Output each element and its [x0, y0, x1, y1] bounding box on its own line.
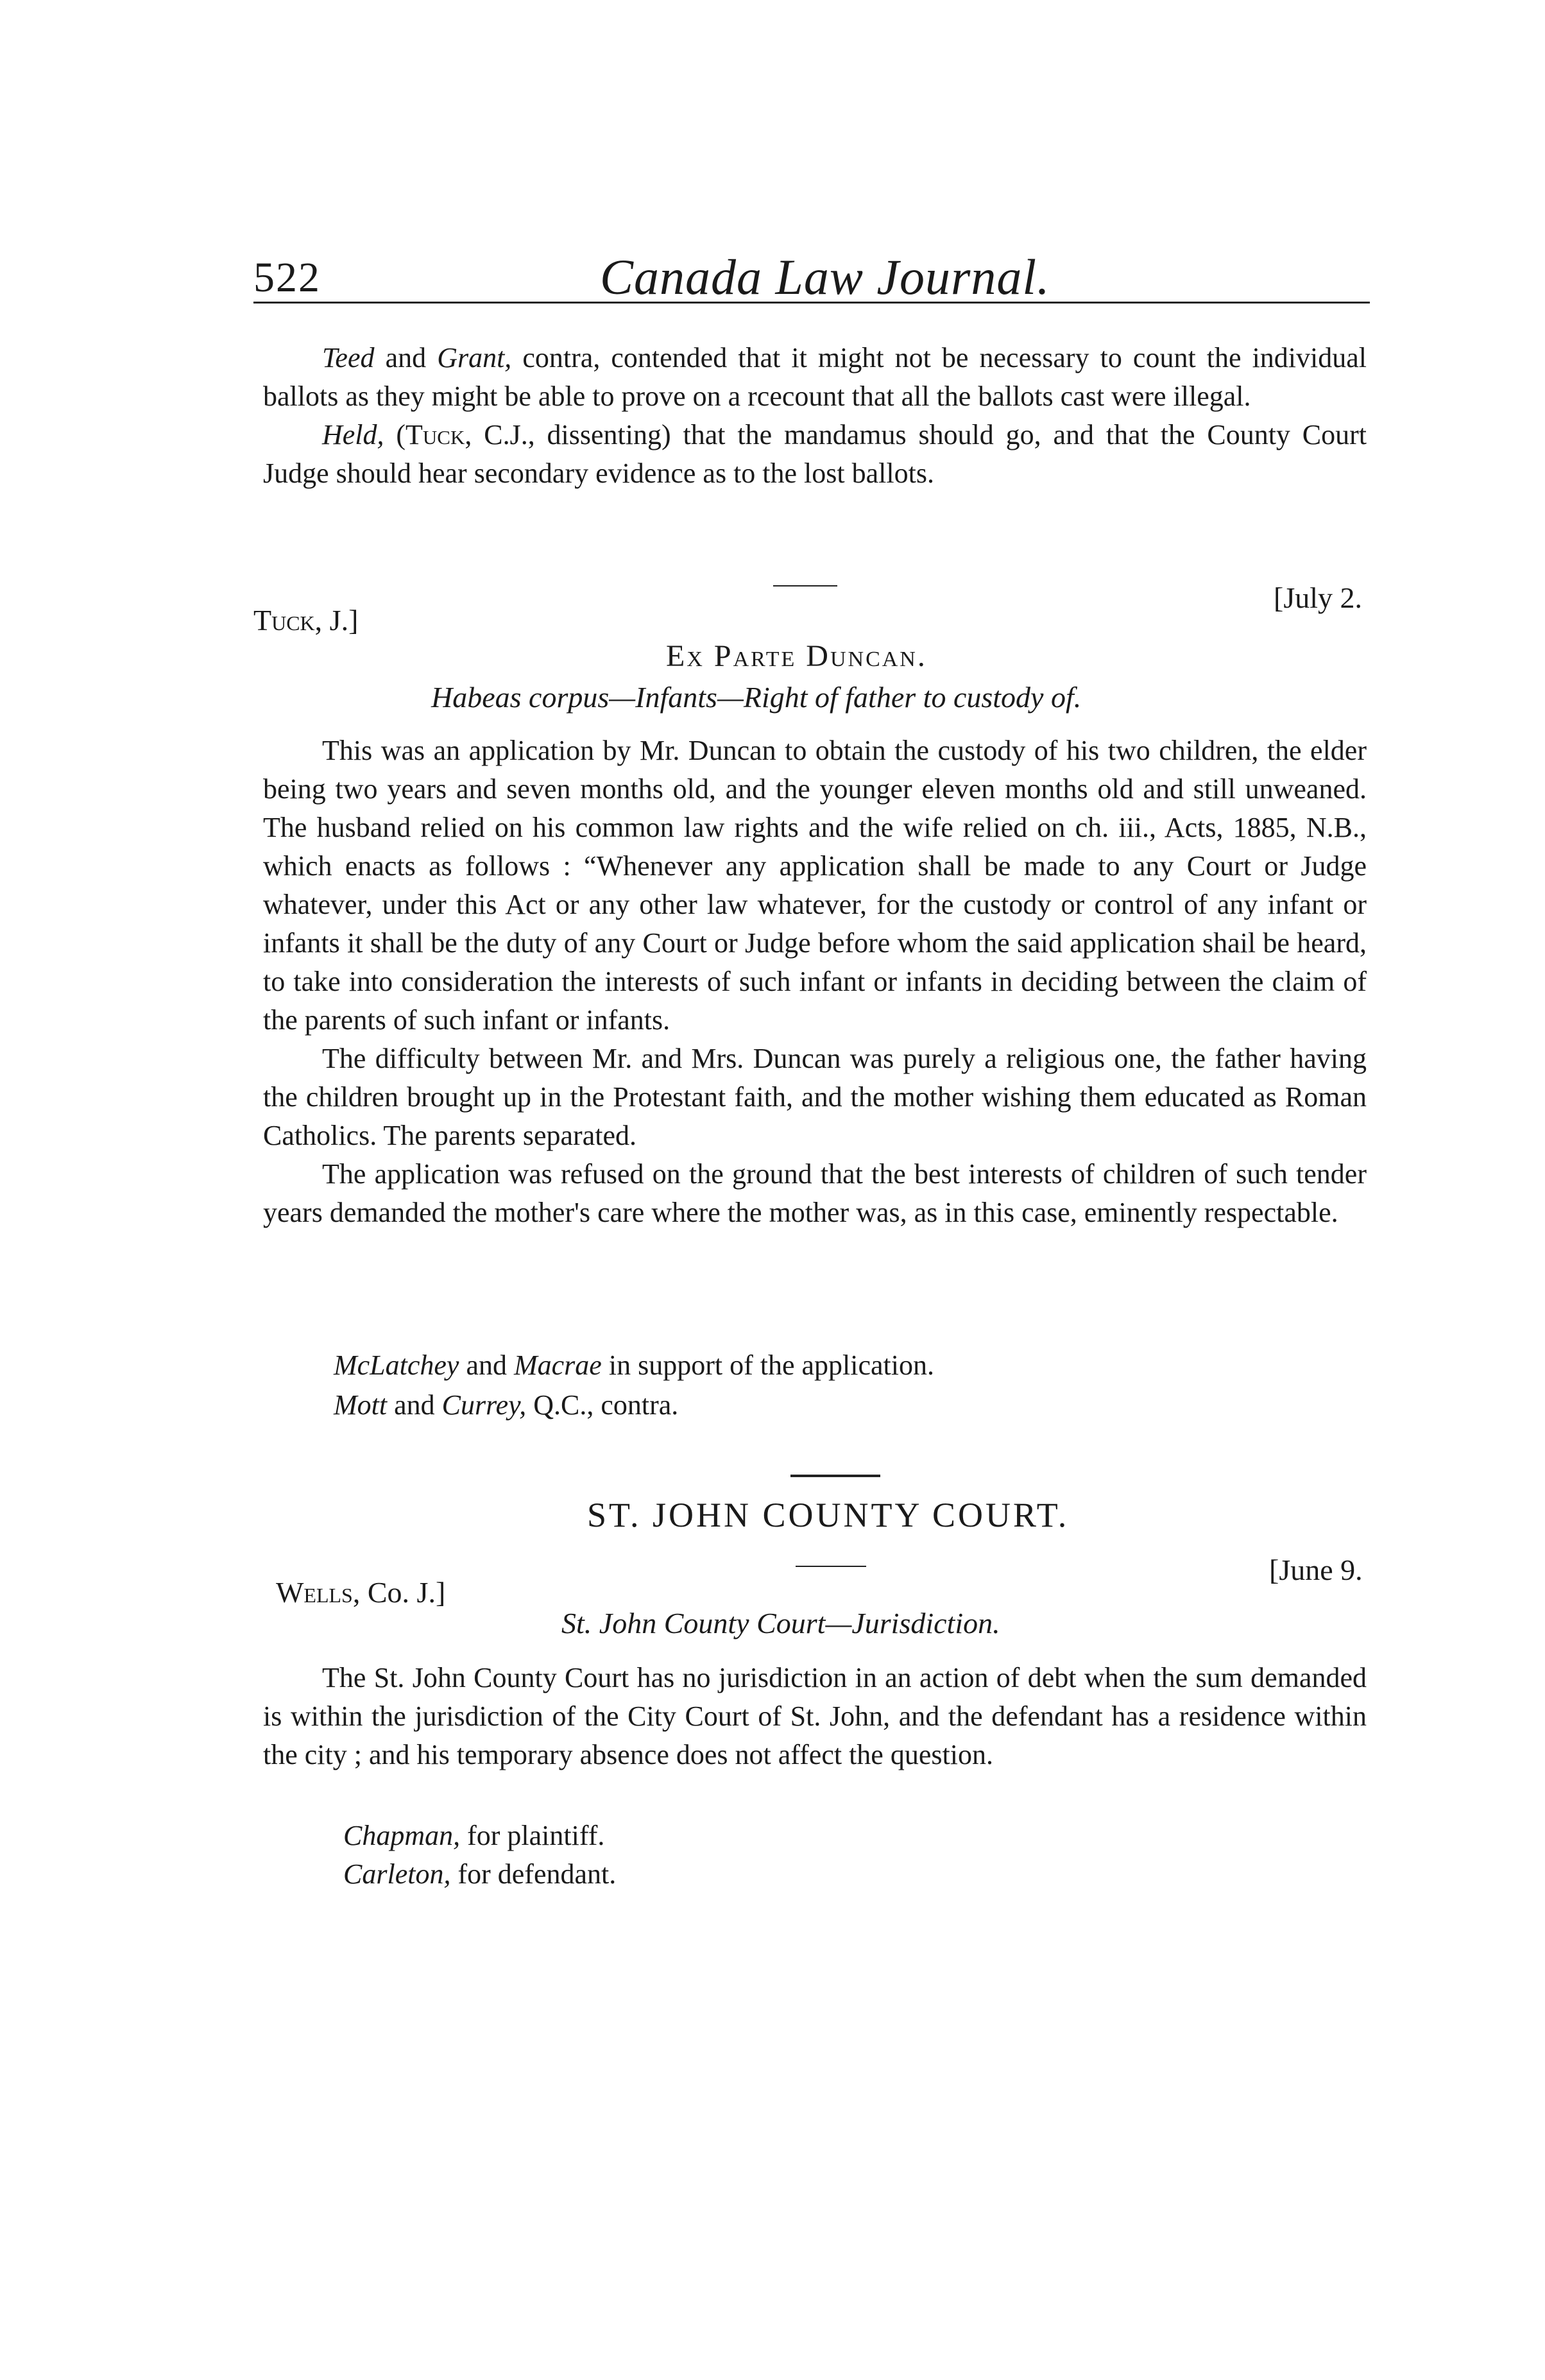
- running-header: [253, 249, 1370, 305]
- section-divider: [796, 1566, 866, 1567]
- section-divider: [790, 1475, 880, 1477]
- case-title: Ex Parte Duncan.: [666, 639, 927, 673]
- judge-name: Tuck, J.]: [253, 604, 359, 637]
- journal-title: Canada Law Journal.: [600, 249, 1050, 305]
- decision-date: [July 2.: [1274, 581, 1362, 614]
- case-text: [263, 732, 1367, 1232]
- page-number: 522: [253, 254, 321, 301]
- case-text: [263, 1659, 1367, 1774]
- counsel-line: McLatchey and Macrae in support of the application.: [334, 1349, 934, 1381]
- held-paragraph: Held, (Tuck, C.J., dissenting) that the mandamus should go, and that the County Court Judge should hear secondary evidence as to the lost ballots.: [263, 419, 1367, 489]
- header-rule: [253, 302, 1370, 304]
- paragraph: The application was refused on the ground that the best interests of children of such tender years demanded the mother's care where the mother was, as in this case, eminently respectable.: [263, 1158, 1367, 1228]
- catchwords: Habeas corpus—Infants—Right of father to custody of.: [431, 681, 1082, 714]
- catchwords: St. John County Court—Jurisdiction.: [561, 1607, 1000, 1639]
- preceding-case-text: [263, 339, 1367, 493]
- decision-date: [June 9.: [1269, 1554, 1363, 1586]
- counsel-line: Carleton, for defendant.: [343, 1858, 617, 1890]
- counsel-line: Chapman, for plaintiff.: [343, 1820, 605, 1851]
- judge-name: Wells, Co. J.]: [276, 1576, 446, 1609]
- paragraph: Teed and Grant, contra, contended that it might not be necessary to count the individual ballots as they might be able to prove on a rcecount that all the ballots cast were illegal.: [263, 342, 1367, 412]
- paragraph: The difficulty between Mr. and Mrs. Duncan was purely a religious one, the father having the children brought up in the Protestant faith, and the mother wishing them educated as Roman Catholics. The parents separated.: [263, 1043, 1367, 1151]
- paragraph: The St. John County Court has no jurisdiction in an action of debt when the sum demanded is within the jurisdiction of the City Court of St. John, and the defendant has a residence within the city ; and his temporary absence does not affect the question.: [263, 1662, 1367, 1770]
- court-heading: ST. JOHN COUNTY COURT.: [587, 1496, 1070, 1534]
- section-divider: [773, 585, 837, 586]
- paragraph: This was an application by Mr. Duncan to obtain the custody of his two children, the elder being two years and seven months old, and the younger eleven months old and still unweaned. The husband relied on his common law rights and the wife relied on ch. iii., Acts, 1885, N.B., which enacts as follows : “Whenever any application shall be made to any Court or Judge whatever, under this Act or any other law whatever, for the custody or control of any infant or infants it shall be the duty of any Court or Judge before whom the said application shail be heard, to take into consideration the interests of such infant or infants in deciding between the claim of the parents of such infant or infants.: [263, 735, 1367, 1036]
- counsel-line: Mott and Currey, Q.C., contra.: [334, 1389, 679, 1421]
